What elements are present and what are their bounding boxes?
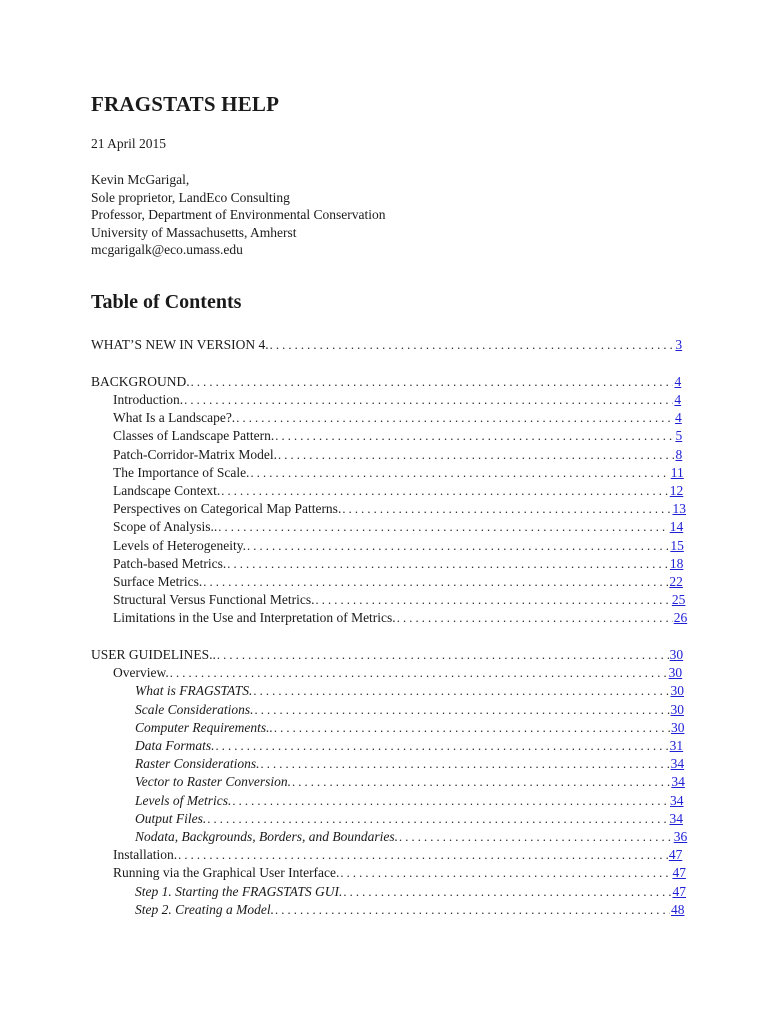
toc-entry	[91, 737, 684, 755]
toc-dot-leader	[217, 646, 669, 664]
toc-entry-title: Step 2. Creating a Model.	[135, 901, 274, 917]
toc-dot-leader	[275, 901, 670, 919]
toc-page-link[interactable]: 34	[669, 810, 683, 826]
toc-page-link[interactable]: 30	[670, 701, 685, 717]
toc-page-link[interactable]: 34	[670, 756, 685, 772]
toc-dot-leader	[270, 336, 675, 354]
toc-page-link[interactable]: 18	[669, 555, 684, 571]
toc-dot-leader	[274, 719, 670, 737]
toc-entry-title: Overview.	[113, 665, 169, 681]
toc-page-link[interactable]: 8	[675, 446, 683, 462]
toc-page-link[interactable]: 25	[671, 592, 686, 608]
toc-dot-leader	[275, 427, 674, 445]
toc-entry-title: Running via the Graphical User Interface.	[113, 865, 340, 881]
toc-entry	[91, 555, 684, 573]
toc-dot-leader	[227, 555, 669, 573]
author-affiliation: Sole proprietor, LandEco Consulting	[91, 189, 290, 205]
toc-dot-leader	[236, 409, 674, 427]
toc-dot-leader	[184, 391, 673, 409]
toc-entry	[91, 883, 686, 901]
toc-dot-leader	[218, 518, 668, 536]
toc-entry	[91, 373, 680, 391]
toc-entry	[91, 464, 684, 482]
toc-entry-title: What is FRAGSTATS.	[135, 683, 253, 699]
toc-page-link[interactable]: 3	[675, 337, 683, 352]
toc-dot-leader	[397, 609, 673, 627]
toc-entry-title: Nodata, Backgrounds, Borders, and Boundaries.	[135, 829, 398, 844]
toc-entry	[91, 773, 685, 791]
toc-entry-title: USER GUIDELINES..	[91, 647, 216, 662]
toc-entry-title: Computer Requirements..	[135, 719, 273, 735]
toc-entry-title: Step 1. Starting the FRAGSTATS GUI.	[135, 883, 343, 899]
toc-entry-title: Introduction.	[113, 391, 184, 407]
toc-entry-title: Surface Metrics.	[113, 573, 203, 589]
toc-entry	[91, 828, 688, 846]
toc-page-link[interactable]: 30	[670, 683, 684, 699]
toc-dot-leader	[216, 737, 669, 755]
author-name: Kevin McGarigal,	[91, 172, 190, 187]
toc-page-link[interactable]: 47	[668, 847, 683, 863]
author-email: mcgarigalk@eco.umass.edu	[91, 242, 243, 257]
author-block	[91, 171, 386, 259]
toc-page-link[interactable]: 12	[669, 482, 684, 498]
toc-dot-leader	[340, 864, 671, 882]
toc-entry-title: The Importance of Scale.	[113, 464, 250, 480]
toc-entry	[91, 719, 685, 737]
toc-entry-title: BACKGROUND.	[91, 373, 190, 389]
toc-entry	[91, 901, 685, 919]
toc-page-link[interactable]: 14	[669, 519, 684, 535]
toc-page-link[interactable]: 4	[675, 410, 682, 426]
toc-dot-leader	[247, 537, 669, 555]
toc-dot-leader	[250, 464, 669, 482]
toc-entry-title: What Is a Landscape?.	[113, 410, 236, 426]
document-title: FRAGSTATS HELP	[91, 92, 280, 116]
toc-entry	[91, 864, 686, 882]
toc-page-link[interactable]: 30	[670, 719, 685, 735]
toc-page-link[interactable]: 5	[675, 428, 683, 444]
toc-page-link[interactable]: 4	[674, 373, 682, 389]
toc-entry-title: Levels of Heterogeneity.	[113, 537, 246, 553]
toc-entry	[91, 391, 680, 409]
toc-entry	[91, 810, 683, 828]
toc-dot-leader	[253, 682, 669, 700]
toc-dot-leader	[292, 773, 670, 791]
toc-entry-title: Scope of Analysis..	[113, 519, 218, 535]
toc-entry-title: Vector to Raster Conversion.	[135, 774, 291, 790]
toc-dot-leader	[315, 591, 670, 609]
author-university: University of Massachusetts, Amherst	[91, 224, 297, 240]
toc-dot-leader	[203, 573, 668, 591]
toc-dot-leader	[170, 664, 668, 682]
toc-page-link[interactable]: 36	[673, 829, 688, 844]
toc-dot-leader	[221, 482, 669, 500]
toc-page-link[interactable]: 11	[670, 464, 684, 480]
toc-entry-title: Levels of Metrics.	[135, 792, 232, 808]
toc-page-link[interactable]: 48	[670, 901, 685, 917]
author-position: Professor, Department of Environmental Conservation	[91, 207, 386, 222]
toc-entry-title: Limitations in the Use and Interpretation of Metrics.	[113, 610, 396, 626]
toc-dot-leader	[178, 846, 668, 864]
toc-page-link[interactable]: 30	[669, 647, 684, 662]
toc-page-link[interactable]: 47	[672, 865, 686, 881]
toc-dot-leader	[399, 828, 673, 846]
toc-dot-leader	[207, 810, 668, 828]
toc-entry-title: Structural Versus Functional Metrics.	[113, 592, 315, 608]
toc-entry-title: Installation.	[113, 847, 178, 863]
toc-page-link[interactable]: 47	[672, 883, 686, 899]
toc-entry-title: Output Files.	[135, 810, 207, 826]
toc-entry	[91, 500, 686, 518]
toc-page-link[interactable]: 26	[673, 610, 688, 626]
toc-entry-title: Data Formats.	[135, 738, 215, 753]
toc-page-link[interactable]: 30	[668, 665, 683, 681]
document-date: 21 April 2015	[91, 136, 167, 151]
toc-entry-title: Patch-Corridor-Matrix Model.	[113, 446, 277, 462]
toc-entry-title: Perspectives on Categorical Map Patterns.	[113, 501, 342, 517]
toc-dot-leader	[232, 792, 669, 810]
toc-entry	[91, 482, 684, 500]
toc-entry	[91, 664, 683, 682]
toc-entry	[91, 591, 686, 609]
toc-entry	[91, 446, 683, 464]
toc-entry	[91, 518, 684, 536]
toc-entry	[91, 646, 684, 664]
toc-entry-title: Landscape Context.	[113, 482, 221, 498]
toc-page-link[interactable]: 4	[674, 391, 682, 407]
toc-page-link[interactable]: 34	[671, 774, 685, 790]
toc-dot-leader	[255, 701, 670, 719]
toc-entry	[91, 755, 685, 773]
toc-dot-leader	[278, 446, 675, 464]
toc-entry-title: Raster Considerations.	[135, 756, 260, 772]
toc-entry-title: Classes of Landscape Pattern.	[113, 428, 275, 444]
toc-page-link[interactable]: 15	[670, 537, 684, 553]
toc-entry	[91, 792, 684, 810]
toc-entry	[91, 537, 684, 555]
toc-entry-title: WHAT’S NEW IN VERSION 4.	[91, 337, 269, 352]
toc-dot-leader	[191, 373, 674, 391]
toc-dot-leader	[342, 500, 671, 518]
toc-page-link[interactable]: 34	[670, 792, 684, 808]
toc-entry-title: Patch-based Metrics.	[113, 555, 227, 571]
toc-page-link[interactable]: 22	[669, 573, 683, 589]
toc-entry	[91, 336, 683, 354]
toc-dot-leader	[343, 883, 671, 901]
toc-entry	[91, 846, 683, 864]
toc-entry	[91, 682, 684, 700]
toc-entry	[91, 427, 683, 445]
toc-entry	[91, 409, 680, 427]
toc-entry	[91, 609, 688, 627]
toc-entry	[91, 701, 685, 719]
toc-heading: Table of Contents	[91, 291, 242, 313]
toc-entry	[91, 573, 683, 591]
toc-entry-title: Scale Considerations.	[135, 701, 254, 717]
toc-page-link[interactable]: 31	[669, 738, 684, 753]
toc-page-link[interactable]: 13	[672, 501, 686, 517]
toc-dot-leader	[261, 755, 670, 773]
